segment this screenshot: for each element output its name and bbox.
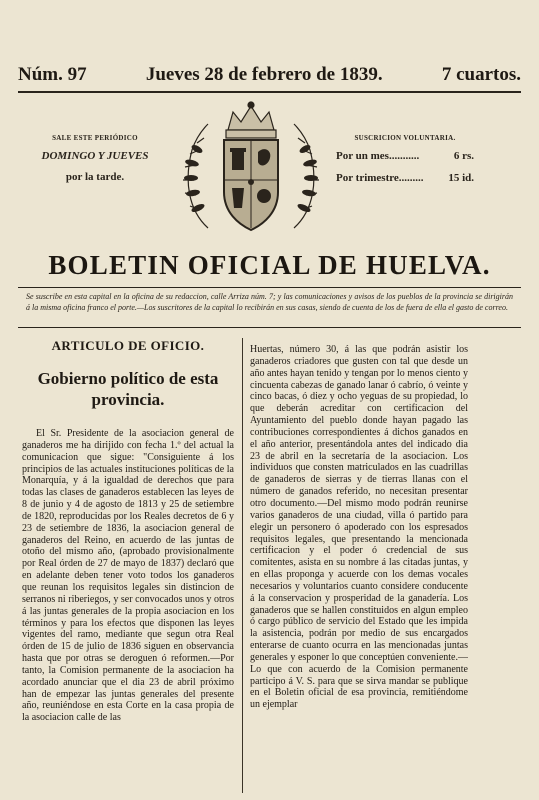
section-heading: ARTICULO DE OFICIO. <box>51 338 205 353</box>
notice-bottom-rule <box>18 327 521 328</box>
royal-coat-of-arms-icon <box>178 100 324 240</box>
monthly-label: Por un mes........... <box>336 150 420 162</box>
newspaper-title: BOLETIN OFICIAL DE HUELVA. <box>48 250 491 280</box>
subscription-notice: Se suscribe en esta capital en la oficina de su redaccion, calle Arriza núm. 7; y las comunicaciones y avisos de los pueblos de la provincia se dirigirán á la misma oficina franco el porte.—Los suscritores de la capital lo recibirán en sus casas, siendo de cuenta de los de fuera de ella el gasto de correo. <box>26 292 513 312</box>
column-divider <box>242 338 243 793</box>
subscription-label: SUSCRICION VOLUNTARIA. <box>354 134 456 142</box>
issue-number: Núm. 97 <box>18 64 87 85</box>
schedule-days: DOMINGO Y JUEVES <box>41 150 149 162</box>
subscription-info <box>336 134 474 184</box>
issue-price: 7 cuartos. <box>441 64 521 85</box>
publication-schedule <box>30 134 160 183</box>
left-column <box>22 336 234 790</box>
schedule-time: por la tarde. <box>65 171 125 183</box>
issue-date: Jueves 28 de febrero de 1839. <box>145 64 383 85</box>
right-column-body: Huertas, número 30, á las que podrán asistir los ganaderos criadores que gusten con tal que desde un año antes hayan tenido y tengan por lo menos ciento y cincuenta cabezas de ganado lanar ó cabrío, ó veinte y cinco bacas, ó diez y ocho yeguas de su propiedad, lo que deberán acreditar con certificacion del Ayuntamiento del pueblo donde hayan pagado las contribuciones correspondientes á dichos ganados en el año anterior, presentándola antes del indicado dia 23 de abril en la secretaría de la asociacion. Los individuos que consten matriculados en las cuadrillas de ganaderos de sierras y de tierras llanas con el número de ganados referido, no necesitan presentar otro documento.—Del mismo modo podrán reunirse varios ganaderos de una ciudad, villa ó partido para elegir un personero ó apoderado con los espresados requisitos legales, que presentando la mencionada certificacion y el poder ó credencial de sus comitentes, asista en su nombre á las citadas juntas, y en ellas proponga y acuerde con los demas vocales necesarios y voluntarios cuanto considere conducente á la conservacion y prosperidad de la ganadería. Los ganaderos que se hallen constituidos en algun empleo ó cargo público de servicio del Estado que les impida la asistencia, podrán por medio de sus encargados enterarse de cuanto ocurra en las mencionadas juntas generales y esponer lo que conceptúen conveniente.—Lo que con acuerdo de la Comision permanente participo á V. S. para que se sirva mandar se publique en el Boletin oficial de esa provincia, remitiéndome un ejemplar <box>250 344 468 711</box>
masthead-rule <box>18 91 521 93</box>
quarterly-label: Por trimestre......... <box>336 172 424 184</box>
monthly-price-row <box>336 150 474 162</box>
quarterly-price: 15 id. <box>448 172 474 184</box>
notice-top-rule <box>18 287 521 288</box>
right-column <box>250 344 468 790</box>
monthly-price: 6 rs. <box>453 150 474 162</box>
left-column-body: El Sr. Presidente de la asociacion general de ganaderos me ha dirijido con fecha 1.º del actual la comunicacion que sigue: "Consiguiente á los principios de las actuales instituciones políticas de la Monarquía, y á la igualdad de derechos que para todas las clases de ganaderos establecen las leyes de 8 de junio y 4 de agosto de 1813 y 25 de setiembre de 1820, reproducidas por los Reales decretos de 6 y 23 de setiembre de 1836, la asociacion general de ganaderos del Reino, en acuerdo de las juntas de otoño del mismo año, (aprobado provisionalmente por Real órden de 27 de mayo de 1837) declaró que en adelante deben tener voto todos los ganaderos que reunan los requisitos legales sin distincion de serranos ni riberiegos, y ser convocados unos y otros á las juntas generales de la propia asociacion en los términos y para los efectos que disponen las leyes vigentes del ramo, mediante que segun otra Real órden de 15 de julio de 1836 siguen en observancia hasta que por otras se deroguen ó reformen.—Por tanto, la Comision permanente de la asociacion ha acordado anunciar que el dia 23 de abril próximo han de empezar las juntas generales del presente año, reuniéndose en esta Corte en la casa propia de la asociacion calle de las <box>22 428 234 724</box>
schedule-label: SALE ESTE PERIÓDICO <box>52 134 138 142</box>
masthead <box>18 64 521 86</box>
quarterly-price-row <box>336 172 474 184</box>
article-subheading: Gobierno político de esta provincia. <box>37 369 219 409</box>
